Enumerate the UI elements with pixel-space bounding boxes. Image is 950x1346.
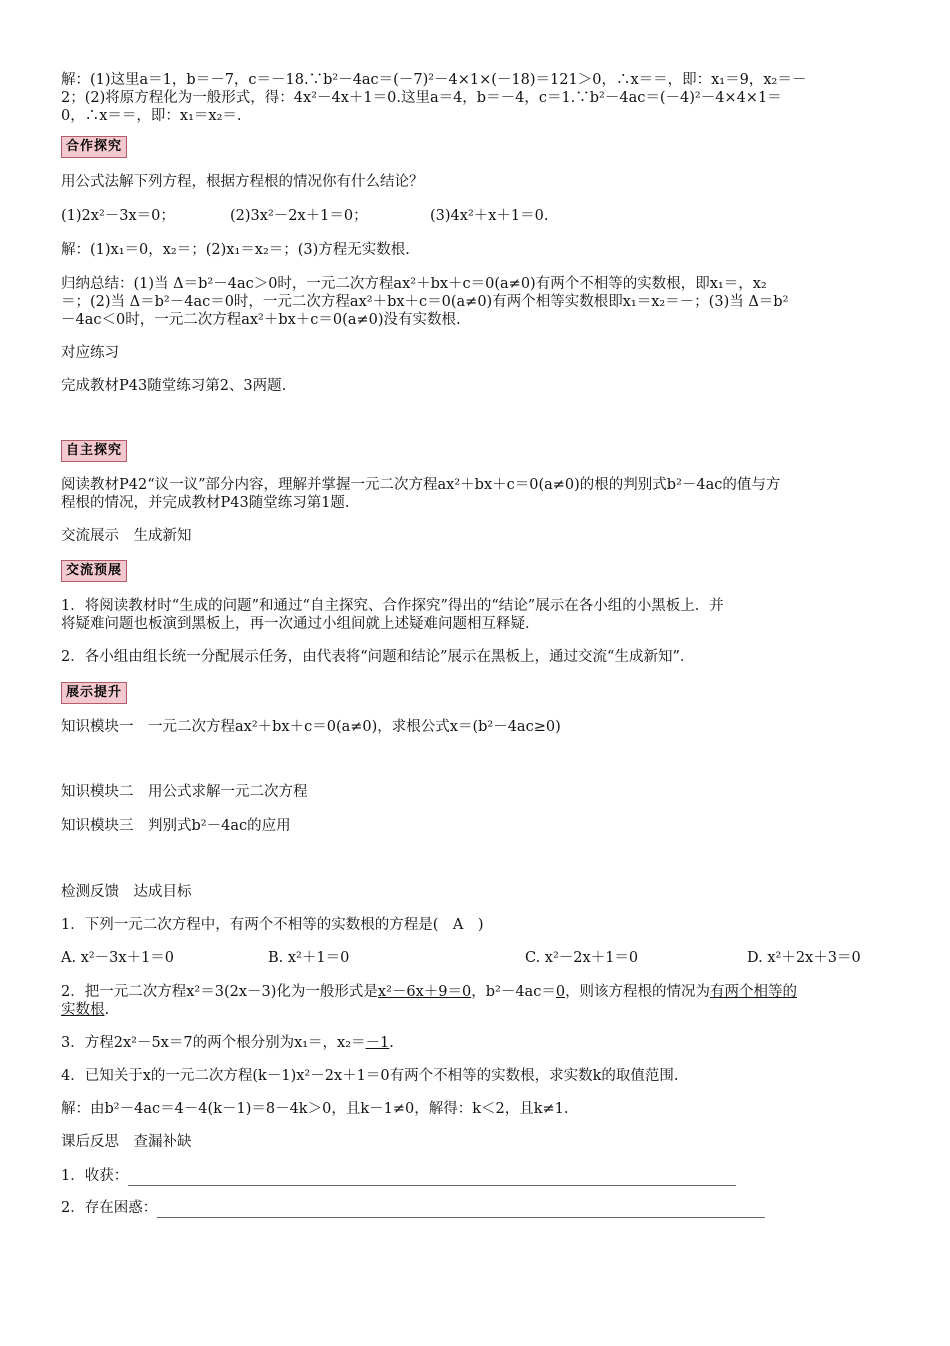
q1-option-b: B. x²＋1＝0 xyxy=(268,950,350,966)
module-3: 知识模块三 判别式b²－4ac的应用 xyxy=(61,818,291,834)
summary-line1: 归纳总结：(1)当 Δ＝b²－4ac＞0时，一元二次方程ax²＋bx＋c＝0(a≠0)有两个不相等的实数根，即x₁＝，x₂ xyxy=(61,276,767,292)
q3-prefix: 3．方程2x²－5x＝7的两个根分别为x₁＝，x₂＝ xyxy=(61,1035,366,1051)
question-4: 4．已知关于x的一元二次方程(k－1)x²－2x＋1＝0有两个不相等的实数根，求实数k的取值范围. xyxy=(61,1068,679,1084)
cooperate-solution: 解：(1)x₁＝0，x₂＝；(2)x₁＝x₂＝；(3)方程无实数根. xyxy=(61,242,410,258)
cooperate-eq1: (1)2x²－3x＝0； xyxy=(61,208,175,224)
cooperate-prompt: 用公式法解下列方程，根据方程根的情况你有什么结论？ xyxy=(61,174,424,190)
badge-self-explore: 自主探究 xyxy=(61,440,127,462)
self-explore-line1: 阅读教材P42“议一议”部分内容，理解并掌握一元二次方程ax²＋bx＋c＝0(a≠0)的根的判别式b²－4ac的值与方 xyxy=(61,477,781,493)
exchange-title: 交流展示 生成新知 xyxy=(61,528,192,544)
q3-answer: －1 xyxy=(365,1035,390,1051)
reflect-confusion-label: 2．存在困惑： xyxy=(61,1200,158,1216)
q1-option-d: D. x²＋2x＋3＝0 xyxy=(747,950,861,966)
q2-answer-discriminant: 0 xyxy=(555,984,566,1000)
question-2-line2 xyxy=(61,1000,109,1020)
question-4-solution: 解：由b²－4ac＝4－4(k－1)＝8－4k＞0，且k－1≠0，解得：k＜2，且k≠1. xyxy=(61,1101,569,1117)
q2-answer-general-form: x²－6x＋9＝0 xyxy=(377,984,472,1000)
q3-end: . xyxy=(389,1035,394,1051)
q2-prefix: 2．把一元二次方程x²＝3(2x－3)化为一般形式是 xyxy=(61,984,378,1000)
reflect-item-gain xyxy=(61,1166,736,1186)
cooperate-eq3: (3)4x²＋x＋1＝0. xyxy=(430,208,549,224)
exchange-item1-line1: 1．将阅读教材时“生成的问题”和通过“自主探究、合作探究”得出的“结论”展示在各小组的小黑板上．并 xyxy=(61,598,724,614)
q2-answer-roots-b: 实数根 xyxy=(61,1002,105,1018)
badge-exchange: 交流预展 xyxy=(61,560,127,582)
question-1: 1．下列一元二次方程中，有两个不相等的实数根的方程是( A ) xyxy=(61,917,484,933)
reflect-gain-label: 1．收获： xyxy=(61,1168,129,1184)
gain-blank-line xyxy=(128,1171,736,1186)
check-title: 检测反馈 达成目标 xyxy=(61,884,192,900)
intro-solution-line2: 2；(2)将原方程化为一般形式，得：4x²－4x＋1＝0.这里a＝4，b＝－4，c＝1.∵b²－4ac＝(－4)²－4×4×1＝ xyxy=(61,90,782,106)
badge-cooperate: 合作探究 xyxy=(61,136,127,158)
reflect-title: 课后反思 查漏补缺 xyxy=(61,1134,192,1150)
reflect-item-confusion xyxy=(61,1198,765,1218)
practice-title: 对应练习 xyxy=(61,345,119,361)
badge-show: 展示提升 xyxy=(61,682,127,704)
q2-answer-roots-a: 有两个相等的 xyxy=(710,984,798,1000)
practice-text: 完成教材P43随堂练习第2、3两题. xyxy=(61,378,287,394)
summary-line3: －4ac＜0时，一元二次方程ax²＋bx＋c＝0(a≠0)没有实数根. xyxy=(61,312,461,328)
exchange-item2: 2．各小组由组长统一分配展示任务，由代表将“问题和结论”展示在黑板上，通过交流“生成新知”． xyxy=(61,649,695,665)
question-2-line1 xyxy=(61,982,797,1002)
intro-solution-line1: 解：(1)这里a＝1，b＝－7，c＝－18.∵b²－4ac＝(－7)²－4×1×(－18)＝121＞0，∴x＝＝，即：x₁＝9，x₂＝－ xyxy=(61,72,807,88)
q2-mid2: ，则该方程根的情况为 xyxy=(565,984,711,1000)
summary-line2: ＝；(2)当 Δ＝b²－4ac＝0时，一元二次方程ax²＋bx＋c＝0(a≠0)有两个相等实数根即x₁＝x₂＝－；(3)当 Δ＝b² xyxy=(61,294,789,310)
module-1: 知识模块一 一元二次方程ax²＋bx＋c＝0(a≠0)，求根公式x＝(b²－4ac≥0) xyxy=(61,719,561,735)
self-explore-line2: 程根的情况，并完成教材P43随堂练习第1题. xyxy=(61,495,350,511)
module-2: 知识模块二 用公式求解一元二次方程 xyxy=(61,784,308,800)
cooperate-eq2: (2)3x²－2x＋1＝0； xyxy=(230,208,368,224)
q2-mid: ，b²－4ac＝ xyxy=(471,984,556,1000)
q1-option-c: C. x²－2x＋1＝0 xyxy=(525,950,639,966)
q1-option-a: A. x²－3x＋1＝0 xyxy=(61,950,175,966)
intro-solution-line3: 0，∴x＝＝，即：x₁＝x₂＝. xyxy=(61,108,242,124)
question-3 xyxy=(61,1033,394,1053)
confusion-blank-line xyxy=(157,1203,765,1218)
q2-end: . xyxy=(104,1002,110,1018)
exchange-item1-line2: 将疑难问题也板演到黑板上，再一次通过小组间就上述疑难问题相互释疑． xyxy=(61,616,540,632)
